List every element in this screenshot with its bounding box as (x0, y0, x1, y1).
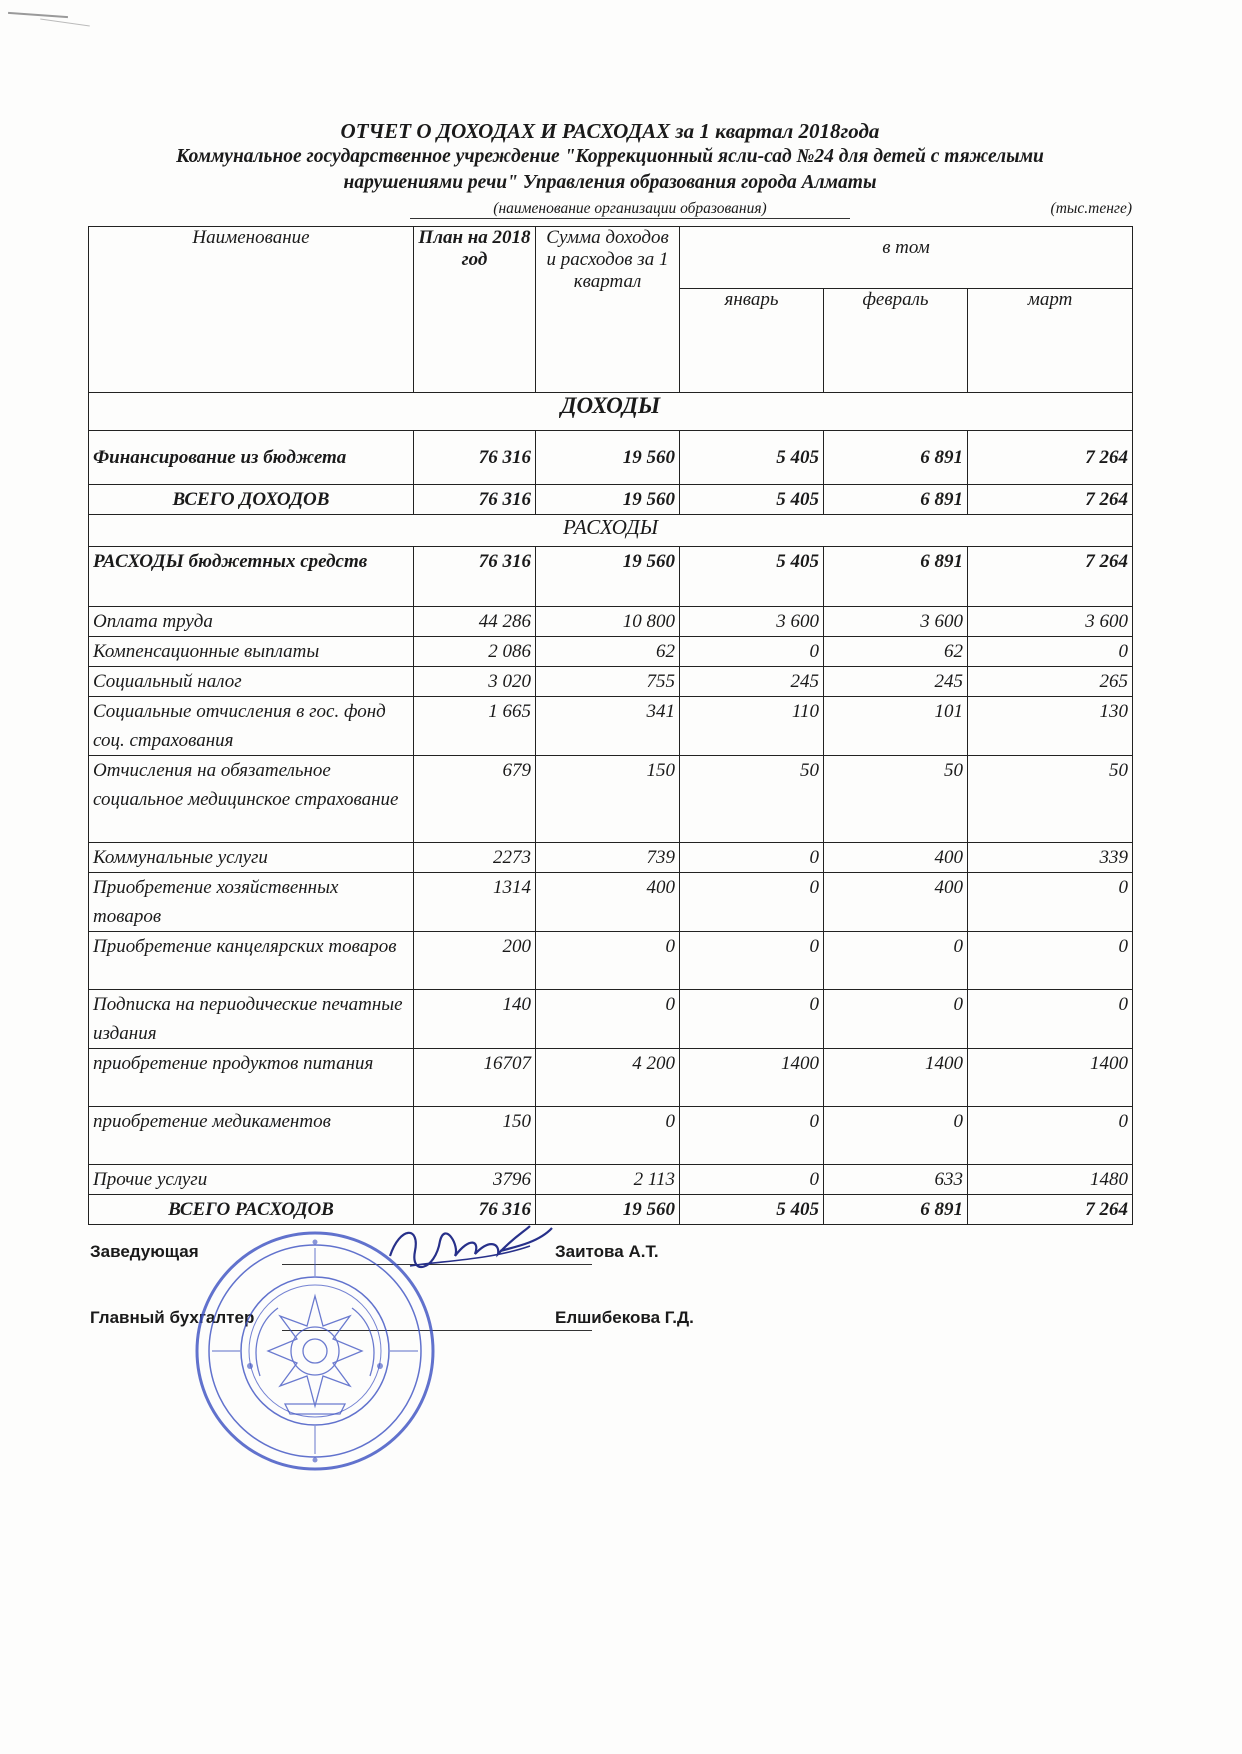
row-label: Прочие услуги (89, 1165, 414, 1195)
cell-january: 0 (680, 873, 824, 932)
cell-plan: 3796 (414, 1165, 536, 1195)
cell-march: 7 264 (968, 547, 1133, 607)
cell-march: 339 (968, 843, 1133, 873)
cell-plan: 2 086 (414, 637, 536, 667)
cell-february: 633 (824, 1165, 968, 1195)
expense-row (89, 697, 1133, 756)
cell-plan: 679 (414, 756, 536, 843)
cell-march: 1480 (968, 1165, 1133, 1195)
cell-february: 50 (824, 756, 968, 843)
scan-artifact (8, 12, 68, 18)
row-label: Социальные отчисления в гос. фонд соц. страхования (89, 697, 414, 756)
row-label: приобретение продуктов питания (89, 1049, 414, 1107)
cell-march: 265 (968, 667, 1133, 697)
organization-caption: (наименование организации образования) (410, 200, 850, 219)
report-header (80, 118, 1140, 196)
accountant-role: Главный бухгалтер (90, 1308, 255, 1327)
column-header-quarter-sum: Сумма доходов и расходов за 1 квартал (536, 227, 680, 393)
expense-row (89, 607, 1133, 637)
cell-january: 0 (680, 990, 824, 1049)
cell-february: 6 891 (824, 547, 968, 607)
income-section-row (89, 393, 1133, 431)
column-header-name: Наименование (89, 227, 414, 393)
row-label: Социальный налог (89, 667, 414, 697)
row-label: ВСЕГО РАСХОДОВ (89, 1195, 414, 1225)
row-label: ВСЕГО ДОХОДОВ (89, 485, 414, 515)
column-header-february: февраль (824, 289, 968, 393)
cell-january: 3 600 (680, 607, 824, 637)
organization-name-line2: нарушениями речи" Управления образования города Алматы (343, 172, 877, 193)
expense-section-title: РАСХОДЫ (89, 515, 1133, 547)
row-label: РАСХОДЫ бюджетных средств (89, 547, 414, 607)
cell-plan: 1 665 (414, 697, 536, 756)
accountant-name: Елшибекова Г.Д. (555, 1308, 694, 1327)
expense-row (89, 873, 1133, 932)
cell-plan: 44 286 (414, 607, 536, 637)
cell-february: 400 (824, 843, 968, 873)
cell-february: 3 600 (824, 607, 968, 637)
cell-january: 5 405 (680, 485, 824, 515)
cell-january: 0 (680, 932, 824, 990)
cell-plan: 76 316 (414, 1195, 536, 1225)
cell-march: 0 (968, 637, 1133, 667)
income-section-title: ДОХОДЫ (89, 393, 1133, 431)
cell-quarter-sum: 150 (536, 756, 680, 843)
row-label: Приобретение хозяйственных товаров (89, 873, 414, 932)
expense-row (89, 1107, 1133, 1165)
income-row (89, 431, 1133, 485)
cell-march: 3 600 (968, 607, 1133, 637)
cell-plan: 150 (414, 1107, 536, 1165)
cell-february: 400 (824, 873, 968, 932)
cell-march: 7 264 (968, 431, 1133, 485)
cell-quarter-sum: 19 560 (536, 1195, 680, 1225)
report-title: ОТЧЕТ О ДОХОДАХ И РАСХОДАХ за 1 квартал 2018года (340, 119, 880, 143)
income-expense-table (88, 226, 1133, 1225)
cell-january: 5 405 (680, 431, 824, 485)
expense-section-row (89, 515, 1133, 547)
cell-march: 50 (968, 756, 1133, 843)
cell-plan: 140 (414, 990, 536, 1049)
cell-quarter-sum: 0 (536, 990, 680, 1049)
cell-february: 0 (824, 1107, 968, 1165)
row-label: Подписка на периодические печатные издания (89, 990, 414, 1049)
cell-quarter-sum: 400 (536, 873, 680, 932)
cell-quarter-sum: 739 (536, 843, 680, 873)
cell-january: 110 (680, 697, 824, 756)
cell-january: 0 (680, 843, 824, 873)
cell-plan: 1314 (414, 873, 536, 932)
expense-row (89, 756, 1133, 843)
cell-quarter-sum: 755 (536, 667, 680, 697)
cell-february: 6 891 (824, 431, 968, 485)
head-role: Заведующая (90, 1242, 199, 1261)
head-name: Заитова А.Т. (555, 1242, 659, 1261)
organization-name-line1: Коммунальное государственное учреждение "Коррекционный ясли-сад №24 для детей с тяжелыми (176, 146, 1044, 167)
cell-march: 0 (968, 1107, 1133, 1165)
cell-plan: 3 020 (414, 667, 536, 697)
cell-march: 0 (968, 873, 1133, 932)
cell-march: 7 264 (968, 485, 1133, 515)
cell-march: 0 (968, 990, 1133, 1049)
cell-january: 50 (680, 756, 824, 843)
expense-row (89, 1049, 1133, 1107)
cell-quarter-sum: 341 (536, 697, 680, 756)
cell-january: 5 405 (680, 1195, 824, 1225)
cell-plan: 76 316 (414, 431, 536, 485)
row-label: Приобретение канцелярских товаров (89, 932, 414, 990)
cell-plan: 200 (414, 932, 536, 990)
cell-plan: 16707 (414, 1049, 536, 1107)
cell-quarter-sum: 2 113 (536, 1165, 680, 1195)
column-header-march: март (968, 289, 1133, 393)
cell-january: 5 405 (680, 547, 824, 607)
row-label: приобретение медикаментов (89, 1107, 414, 1165)
cell-march: 0 (968, 932, 1133, 990)
cell-february: 0 (824, 990, 968, 1049)
cell-plan: 76 316 (414, 485, 536, 515)
expense-row (89, 637, 1133, 667)
cell-quarter-sum: 19 560 (536, 431, 680, 485)
expense-row (89, 667, 1133, 697)
row-label: Компенсационные выплаты (89, 637, 414, 667)
cell-february: 101 (824, 697, 968, 756)
cell-february: 0 (824, 932, 968, 990)
scan-artifact (40, 19, 90, 27)
caption-row (80, 200, 1132, 222)
cell-march: 130 (968, 697, 1133, 756)
cell-plan: 76 316 (414, 547, 536, 607)
expense-row (89, 932, 1133, 990)
row-label: Финансирование из бюджета (89, 431, 414, 485)
cell-january: 0 (680, 1165, 824, 1195)
row-label: Отчисления на обязательное социальное медицинское страхование (89, 756, 414, 843)
column-header-month-group: в том (680, 227, 1133, 289)
cell-quarter-sum: 10 800 (536, 607, 680, 637)
cell-february: 6 891 (824, 1195, 968, 1225)
cell-plan: 2273 (414, 843, 536, 873)
row-label: Оплата труда (89, 607, 414, 637)
expense-row (89, 990, 1133, 1049)
cell-quarter-sum: 19 560 (536, 485, 680, 515)
cell-march: 7 264 (968, 1195, 1133, 1225)
column-header-plan: План на 2018 год (414, 227, 536, 393)
cell-february: 6 891 (824, 485, 968, 515)
cell-quarter-sum: 19 560 (536, 547, 680, 607)
cell-january: 0 (680, 637, 824, 667)
cell-quarter-sum: 62 (536, 637, 680, 667)
official-stamp (190, 1226, 440, 1476)
expense-budget-row (89, 547, 1133, 607)
cell-february: 62 (824, 637, 968, 667)
expense-row (89, 1165, 1133, 1195)
cell-quarter-sum: 4 200 (536, 1049, 680, 1107)
unit-caption: (тыс.тенге) (1050, 200, 1132, 217)
cell-quarter-sum: 0 (536, 932, 680, 990)
header-row (89, 227, 1133, 289)
expense-total-row (89, 1195, 1133, 1225)
income-total-row (89, 485, 1133, 515)
cell-quarter-sum: 0 (536, 1107, 680, 1165)
cell-january: 1400 (680, 1049, 824, 1107)
cell-february: 1400 (824, 1049, 968, 1107)
expense-row (89, 843, 1133, 873)
row-label: Коммунальные услуги (89, 843, 414, 873)
cell-february: 245 (824, 667, 968, 697)
cell-march: 1400 (968, 1049, 1133, 1107)
cell-january: 245 (680, 667, 824, 697)
cell-january: 0 (680, 1107, 824, 1165)
column-header-january: январь (680, 289, 824, 393)
